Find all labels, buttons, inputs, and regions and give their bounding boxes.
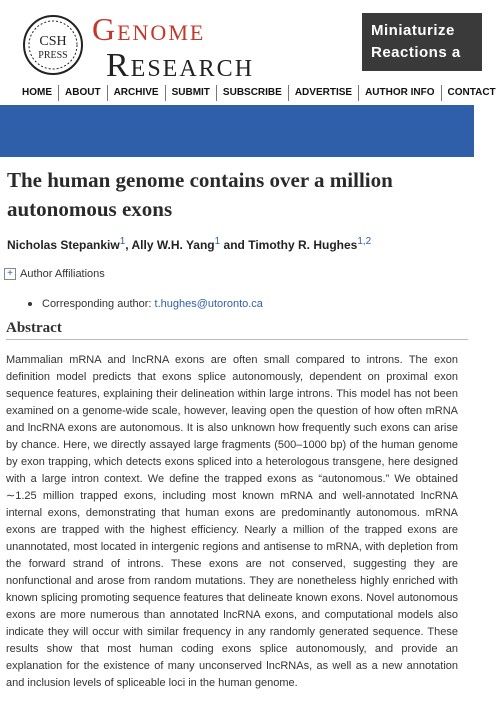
corresponding-author — [28, 298, 263, 310]
logo-research-text: Research — [106, 47, 255, 84]
genome-research-logo[interactable] — [92, 10, 347, 82]
bullet-icon — [28, 302, 32, 306]
logo-genome-text: Genome — [92, 11, 206, 47]
author-affiliation-ref[interactable]: 1,2 — [357, 236, 372, 247]
nav-contact[interactable]: CONTACT — [447, 87, 496, 98]
main-nav — [0, 85, 496, 103]
author-affiliation-ref[interactable]: 1 — [119, 236, 126, 247]
author-separator: , — [125, 238, 132, 252]
author-name[interactable]: Ally W.H. Yang — [131, 238, 215, 252]
ad-banner[interactable] — [362, 13, 482, 71]
cshl-press-logo[interactable] — [22, 14, 84, 76]
author-name[interactable]: Nicholas Stepankiw — [7, 238, 120, 252]
author-list — [7, 236, 467, 252]
corresponding-label: Corresponding author: — [42, 298, 155, 310]
author-name[interactable]: Timothy R. Hughes — [248, 238, 358, 252]
cshl-logo-text-1: CSH — [39, 34, 67, 49]
header-band — [0, 105, 474, 157]
author-separator: and — [220, 238, 249, 252]
cshl-logo-text-2: PRESS — [38, 50, 68, 61]
site-header — [0, 0, 474, 82]
nav-subscribe[interactable]: SUBSCRIBE — [217, 85, 289, 101]
plus-icon[interactable]: + — [4, 268, 16, 280]
nav-archive[interactable]: ARCHIVE — [108, 85, 166, 101]
nav-author-info[interactable]: AUTHOR INFO — [359, 85, 441, 101]
author-affiliation-ref[interactable]: 1 — [214, 236, 221, 247]
nav-home[interactable]: HOME — [0, 85, 59, 101]
abstract-text: Mammalian mRNA and lncRNA exons are often small compared to introns. The exon definition model predicts that exons splice autonomously, dependent on proximal exon sequence features, explaining their delineation within large introns. This model has not been examined on a genome-wide scale, however, leaving open the question of how often mRNA and lncRNA exons are autonomous. It is also unknown how frequently such exons can arise by chance. Here, we directly assayed large fragments (500–1000 bp) of the human genome by exon trapping, which detects exons spliced into a heterologous transgene, here designed with a large intron context. We define the trapped exons as “autonomous.” We obtained ∼1.25 million trapped exons, including most known mRNA and well-annotated lncRNA internal exons, demonstrating that human exons are predominantly autonomous. mRNA exons are trapped with the highest efficiency. Nearly a million of the trapped exons are unannotated, most located in intergenic regions and antisense to mRNA, with depletion from the forward strand of introns. These exons are not conserved, suggesting they are nonfunctional and arose from random mutations. They are nonetheless highly enriched with known splicing promoting sequence features that delineate known exons. Novel autonomous exons are more numerous than annotated lncRNA exons, and computational models also indicate they will occur with similar frequency in any randomly generated sequence. These results show that most human coding exons splice autonomously, and provide an explanation for the existence of many unconserved lncRNAs, as well as a new annotation and inclusion levels of spliceable loci in the human genome. — [6, 354, 458, 689]
abstract-heading: Abstract — [6, 320, 468, 340]
author-affiliations-label: Author Affiliations — [20, 268, 105, 280]
ad-line-1: Miniaturize — [371, 22, 455, 39]
article-title: The human genome contains over a million autonomous exons — [7, 168, 393, 221]
nav-submit[interactable]: SUBMIT — [166, 85, 217, 101]
author-affiliations-toggle[interactable] — [4, 268, 105, 280]
nav-advertise[interactable]: ADVERTISE — [289, 85, 359, 101]
ad-line-2: Reactions a — [371, 44, 461, 61]
corresponding-email-link[interactable]: t.hughes@utoronto.ca — [154, 298, 263, 310]
nav-about[interactable]: ABOUT — [59, 85, 108, 101]
